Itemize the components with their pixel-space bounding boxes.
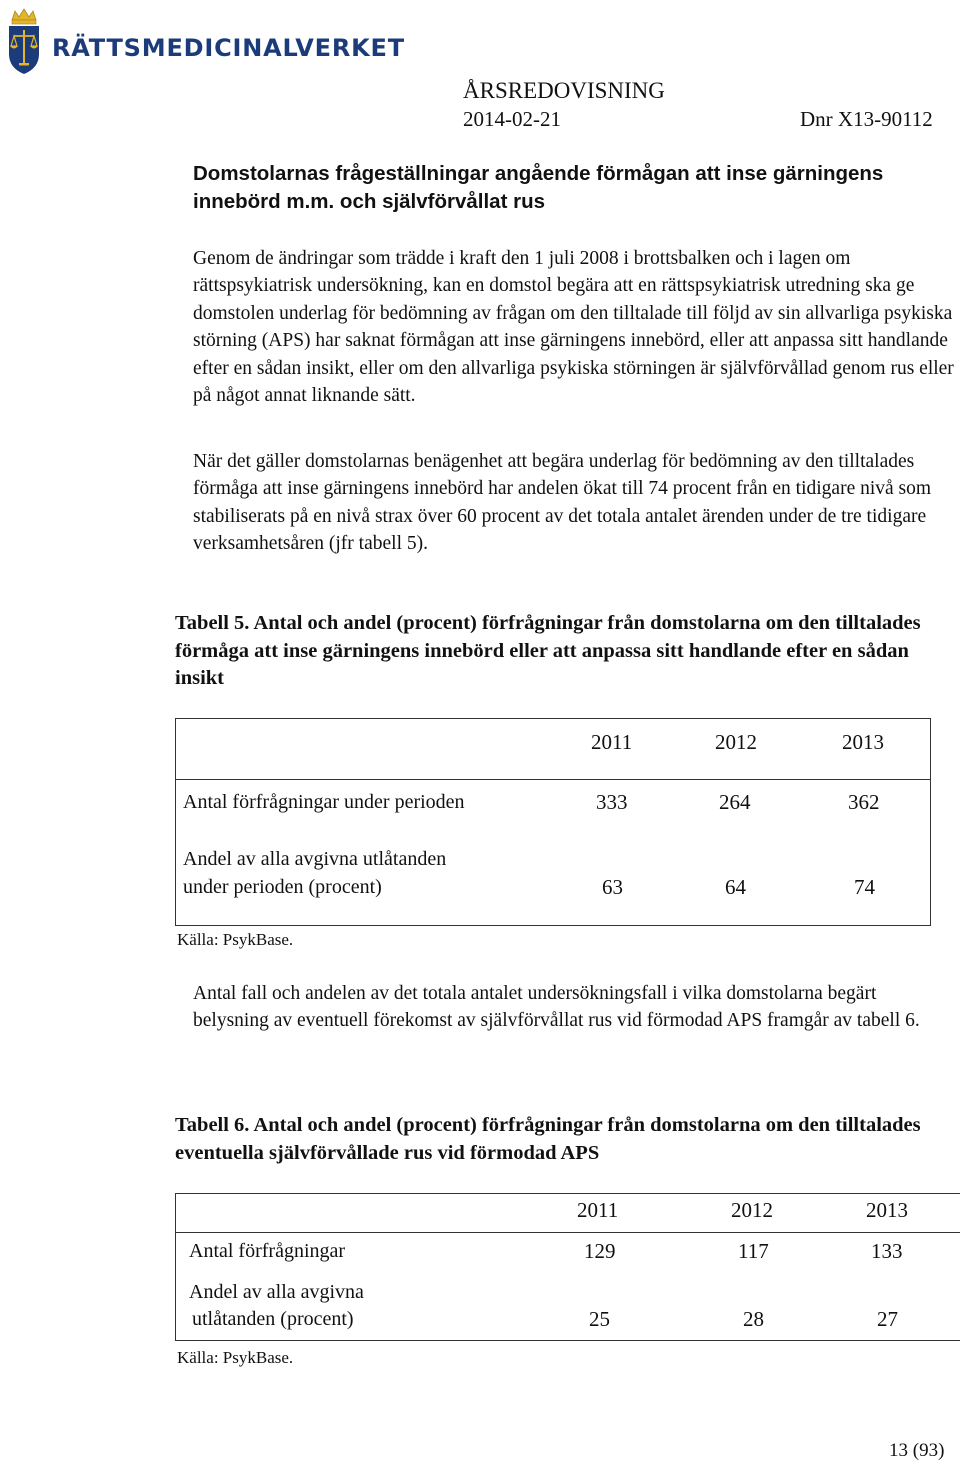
table6-row2-2012: 28	[743, 1307, 764, 1331]
crown-shield-scales-icon	[4, 6, 44, 76]
table5-header-divider	[176, 779, 930, 780]
table5-row1-label: Antal förfrågningar under perioden	[183, 791, 465, 813]
table5-caption	[175, 610, 955, 693]
table5-source: Källa: PsykBase.	[177, 930, 294, 949]
document-date: 2014-02-21	[463, 107, 561, 131]
table6-row1-2012: 117	[738, 1239, 769, 1263]
table6-year-2011: 2011	[577, 1198, 619, 1222]
table6-row2-2013: 27	[877, 1307, 898, 1331]
table6-row1-2011: 129	[584, 1239, 616, 1263]
table6-row1-label: Antal förfrågningar	[189, 1240, 346, 1262]
table5-row2-2012: 64	[725, 875, 746, 899]
table6-row1-2013: 133	[871, 1239, 903, 1263]
document-dnr: Dnr X13-90112	[800, 107, 933, 131]
paragraph-2: När det gäller domstolarnas benägenhet att begära underlag för bedömning av den tilltalades förmåga att inse gärningens innebörd har andelen ökat till 74 procent från en tidigare nivå som stabiliserats på en nivå strax över 60 procent av det totala antalet ärenden under de tre tidigare verksamhetsåren (jfr tabell 5).	[193, 451, 932, 555]
page-number: 13 (93)	[889, 1440, 945, 1461]
table6-year-2012: 2012	[731, 1198, 773, 1222]
table6-label: Tabell 6.	[175, 1114, 250, 1136]
table6-year-2013: 2013	[866, 1198, 908, 1222]
document-type: ÅRSREDOVISNING	[463, 78, 665, 103]
table5-row2-2011: 63	[602, 875, 623, 899]
table5-row1-2011: 333	[596, 790, 628, 814]
table5	[175, 718, 931, 926]
paragraph-3: Antal fall och andelen av det totala antalet undersökningsfall i vilka domstolarna begärt belysning av eventuell förekomst av självförvållat rus vid förmodad APS framgår av tabell 6.	[193, 983, 920, 1032]
table5-row1-2012: 264	[719, 790, 751, 814]
org-name: RÄTTSMEDICINALVERKET	[52, 34, 405, 62]
paragraph-1: Genom de ändringar som trädde i kraft den 1 juli 2008 i brottsbalken och i lagen om rättspsykiatrisk undersökning, kan en domstol begära att en rättspsykiatrisk utredning ska ge domstolen underlag för bedömning av frågan om den tilltalade till följd av sin allvarliga psykiska störning (APS) har saknat förmågan att inse gärningens innebörd, eller att anpassa sitt handlande efter en sådan insikt, eller om den allvarliga psykiska störningen är självförvållad genom rus eller på något annat liknande sätt.	[193, 248, 954, 407]
table5-year-2011: 2011	[591, 730, 633, 754]
table6-row2-label-line2: utlåtanden (procent)	[192, 1308, 354, 1330]
table6-caption-text: Antal och andel (procent) förfrågningar från domstolarna om den tilltalades eventuella självförvållade rus vid förmodad APS	[175, 1114, 921, 1164]
table5-row1-2013: 362	[848, 790, 880, 814]
table6-source: Källa: PsykBase.	[177, 1348, 294, 1367]
table6-row2-label-line1: Andel av alla avgivna	[189, 1281, 364, 1303]
table5-year-2013: 2013	[842, 730, 884, 754]
section-heading: Domstolarnas frågeställningar angående förmågan att inse gärningens innebörd m.m. och självförvållat rus	[193, 162, 884, 213]
table6-row2-2011: 25	[589, 1307, 610, 1331]
table6-caption	[175, 1112, 955, 1167]
table5-row2-2013: 74	[854, 875, 875, 899]
table5-year-2012: 2012	[715, 730, 757, 754]
table5-label: Tabell 5.	[175, 612, 250, 634]
table5-row2-label-line2: under perioden (procent)	[183, 876, 382, 898]
table6-header-divider	[176, 1232, 960, 1233]
table5-caption-text: Antal och andel (procent) förfrågningar från domstolarna om den tilltalades förmåga att inse gärningens innebörd eller att anpassa sitt handlande efter en sådan insikt	[175, 612, 921, 689]
table6	[175, 1193, 960, 1341]
table5-row2-label-line1: Andel av alla avgivna utlåtanden	[183, 848, 447, 870]
